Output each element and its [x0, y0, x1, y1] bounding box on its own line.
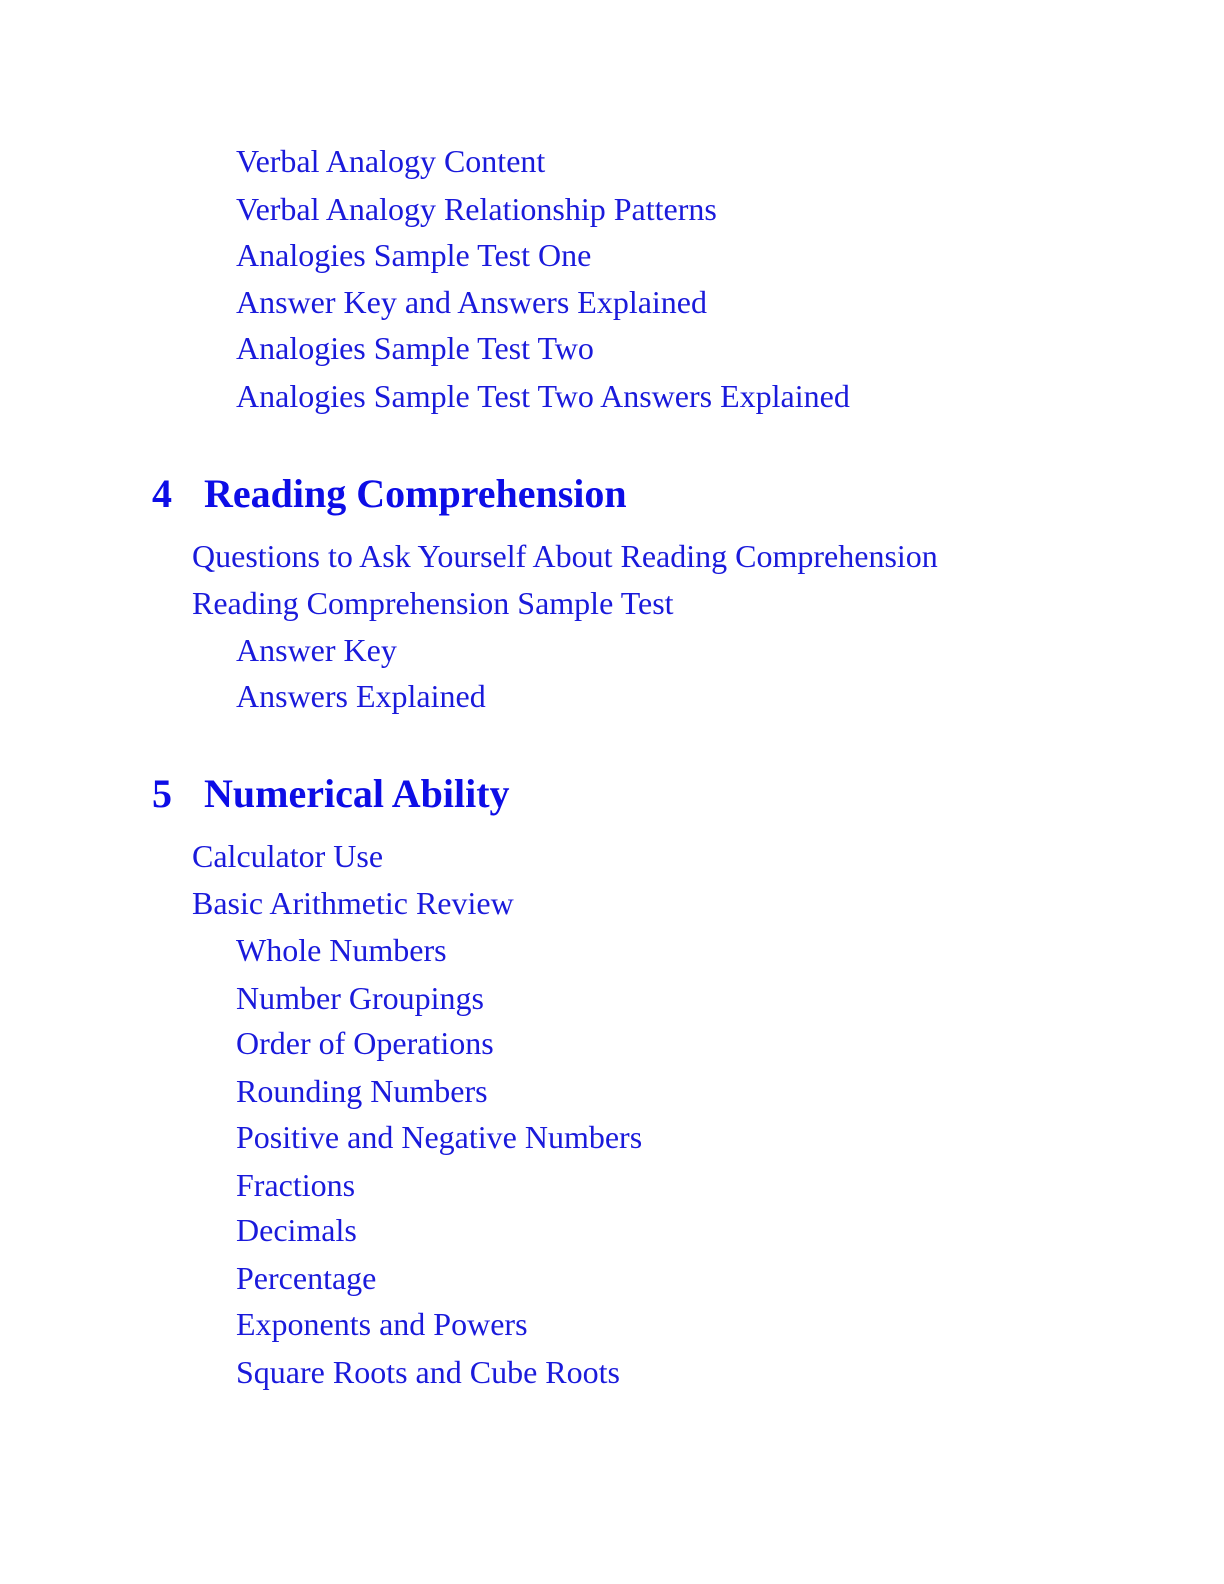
chapter-4-heading[interactable]: [152, 470, 627, 518]
toc-link-rounding-numbers[interactable]: Rounding Numbers: [236, 1073, 488, 1109]
chapter-5-title: Numerical Ability: [204, 771, 510, 816]
toc-link-verbal-analogy-relationship-patterns[interactable]: Verbal Analogy Relationship Patterns: [236, 191, 717, 227]
toc-link-percentage[interactable]: Percentage: [236, 1260, 377, 1296]
toc-link-calculator-use[interactable]: Calculator Use: [192, 838, 384, 874]
chapter-4-number: 4: [152, 471, 172, 516]
toc-link-analogies-sample-test-two-answers[interactable]: Analogies Sample Test Two Answers Explained: [236, 378, 850, 414]
toc-link-positive-and-negative-numbers[interactable]: Positive and Negative Numbers: [236, 1119, 643, 1155]
toc-link-square-roots-and-cube-roots[interactable]: Square Roots and Cube Roots: [236, 1354, 620, 1390]
toc-link-reading-comprehension-sample-test[interactable]: Reading Comprehension Sample Test: [192, 585, 674, 621]
toc-link-answer-key-and-answers-explained[interactable]: Answer Key and Answers Explained: [236, 284, 707, 320]
toc-link-exponents-and-powers[interactable]: Exponents and Powers: [236, 1306, 528, 1342]
toc-link-basic-arithmetic-review[interactable]: Basic Arithmetic Review: [192, 885, 514, 921]
toc-link-analogies-sample-test-one[interactable]: Analogies Sample Test One: [236, 237, 592, 273]
chapter-5-heading[interactable]: [152, 770, 510, 818]
toc-link-fractions[interactable]: Fractions: [236, 1167, 356, 1203]
toc-link-verbal-analogy-content[interactable]: Verbal Analogy Content: [236, 143, 546, 179]
toc-link-order-of-operations[interactable]: Order of Operations: [236, 1025, 494, 1061]
toc-link-questions-reading-comprehension[interactable]: Questions to Ask Yourself About Reading Comprehension: [192, 538, 938, 574]
toc-link-number-groupings[interactable]: Number Groupings: [236, 980, 484, 1016]
toc-link-analogies-sample-test-two[interactable]: Analogies Sample Test Two: [236, 330, 594, 366]
toc-link-decimals[interactable]: Decimals: [236, 1212, 357, 1248]
chapter-4-title: Reading Comprehension: [204, 471, 627, 516]
toc-link-answer-key[interactable]: Answer Key: [236, 632, 397, 668]
toc-link-whole-numbers[interactable]: Whole Numbers: [236, 932, 447, 968]
toc-link-answers-explained[interactable]: Answers Explained: [236, 678, 486, 714]
chapter-5-number: 5: [152, 771, 172, 816]
